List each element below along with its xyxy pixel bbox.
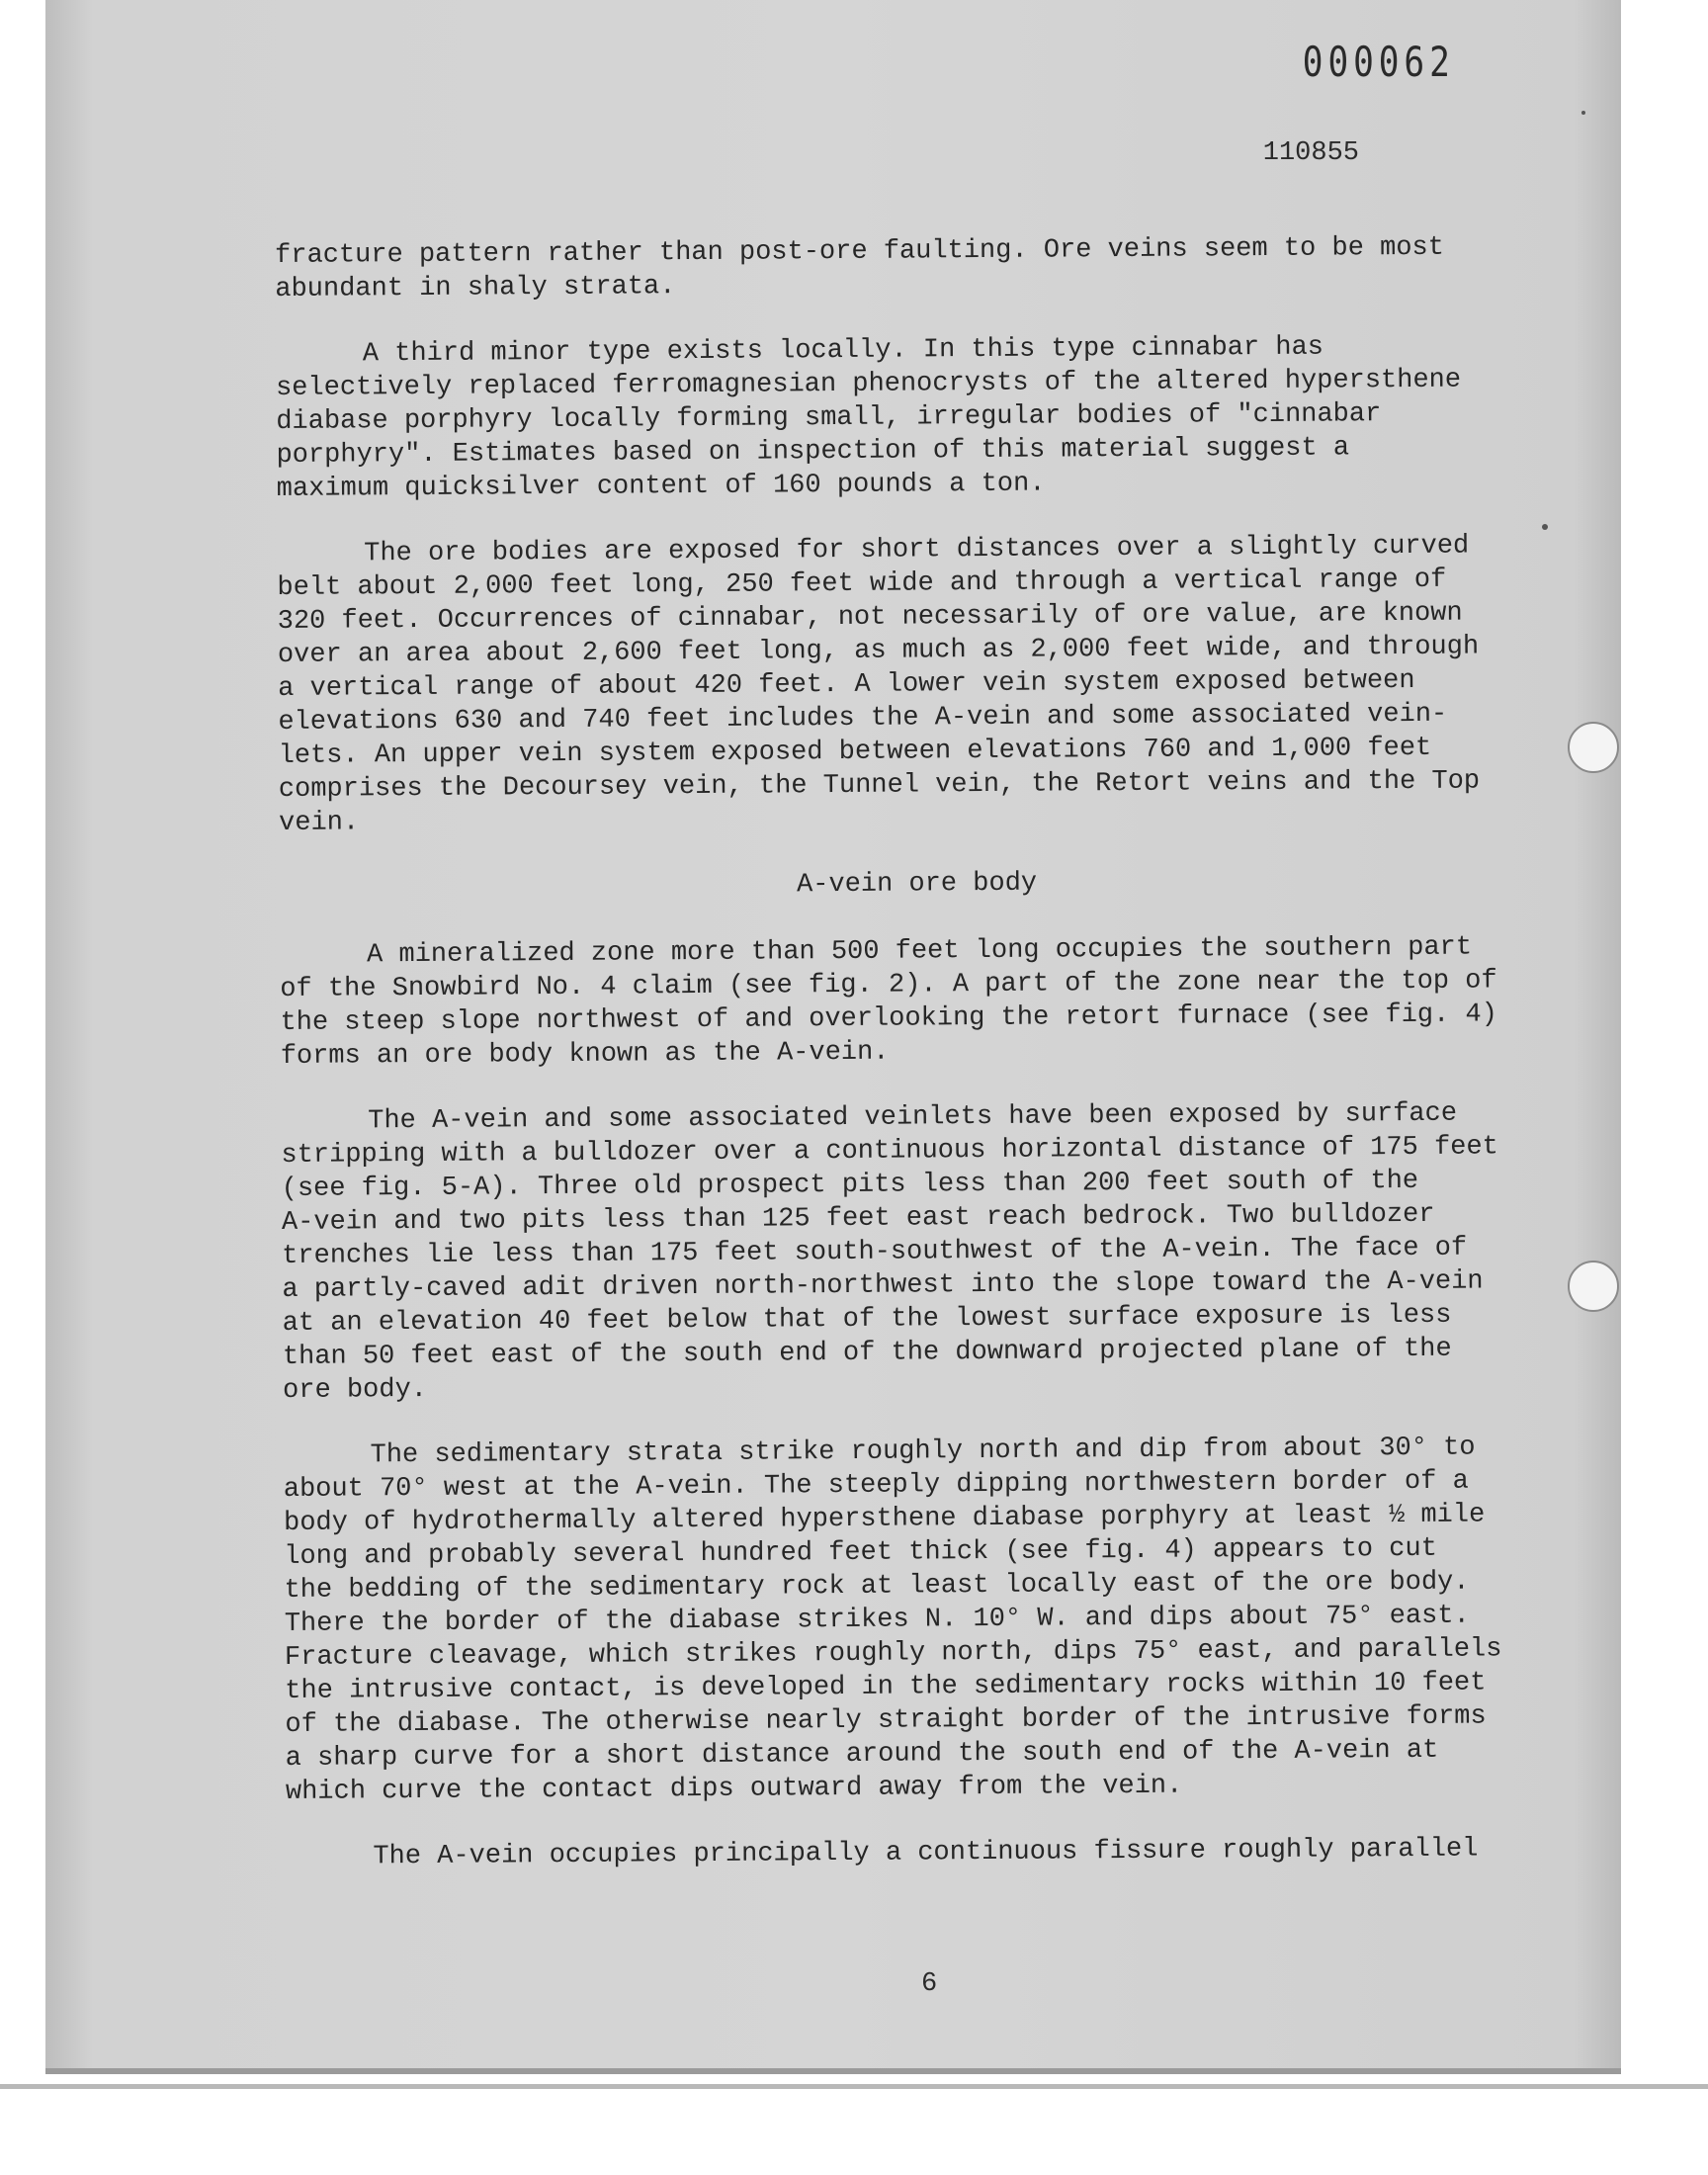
- reference-number: 110855: [1262, 138, 1359, 168]
- punch-hole-icon: [1568, 722, 1619, 773]
- paragraph-sedimentary-strata: The sedimentary strata strike roughly north and dip from about 30° to about 70° west at the A-vein. The steeply dipping northwestern border of a body of hydrothermally altered hypersthene diabase porphyry at least ½ mile long and probably several hundred feet thick (see fig. 4) appears to cut the bedding of the sedimentary rock at least locally east of the ore body. There the border of the diabase strikes N. 10° W. and dips about 75° east. Fracture cleavage, which strikes roughly north, dips 75° east, and parallels the intrusive contact, is developed in the sedimentary rocks within 10 feet of the diabase. The otherwise nearly straight border of the intrusive forms a sharp curve for a short distance around the south end of the A-vein at which curve the contact dips outward away from the vein.: [283, 1433, 1502, 1807]
- document-body: [275, 230, 1562, 1906]
- scanner-edge-line: [0, 2084, 1708, 2089]
- paper-sheet: [45, 0, 1621, 2074]
- bates-number: 000062: [1303, 38, 1455, 86]
- paragraph-third-type: A third minor type exists locally. In this type cinnabar has selectively replaced ferromagnesian phenocrysts of the altered hypersthene diabase porphyry locally forming small, irregular bodies of "cinnabar porphyry". Estimates based on inspection of this material suggest a maximum quicksilver content of 160 pounds a ton.: [275, 332, 1462, 504]
- scan-speck-icon: [1581, 111, 1585, 115]
- page-number: 6: [921, 1969, 938, 1999]
- paragraph-mineralized-zone: A mineralized zone more than 500 feet long occupies the southern part of the Snowbird No. 4 claim (see fig. 2). A part of the zone near the top of the steep slope northwest of and overlooking the retort furnace (see fig. 4) forms an ore body known as the A-vein.: [280, 932, 1498, 1072]
- scan-speck-icon: [1542, 524, 1548, 530]
- paragraph-a-vein-fissure: The A-vein occupies principally a continuous fissure roughly parallel: [373, 1834, 1479, 1872]
- paragraph-a-vein-exposure: The A-vein and some associated veinlets have been exposed by surface stripping with a bulldozer over a continuous horizontal distance of 175 feet (see fig. 5-A). Three old prospect pits less than 200 feet south of the A-vein and two pits less than 125 feet east reach bedrock. Two bulldozer trenches lie less than 175 feet south-southwest of the A-vein. The face of a partly-caved adit driven north-northwest into the slope toward the A-vein at an elevation 40 feet below that of the lowest surface exposure is less than 50 feet east of the south end of the downward projected plane of the ore body.: [281, 1098, 1498, 1406]
- paragraph-ore-bodies: The ore bodies are exposed for short distances over a slightly curved belt about 2,000 feet long, 250 feet wide and through a vertical range of 320 feet. Occurrences of cinnabar, not necessarily of ore value, are known over an area about 2,600 feet long, as much as 2,000 feet wide, and through a vertical range of about 420 feet. A lower vein system exposed between elevations 630 and 740 feet includes the A-vein and some associated vein- lets. An upper vein system exposed between elevations 760 and 1,000 feet comprises the Decoursey vein, the Tunnel vein, the Retort veins and the Top vein.: [277, 531, 1481, 838]
- section-heading: A-vein ore body: [796, 868, 1038, 901]
- paragraph-continuation: fracture pattern rather than post-ore faulting. Ore veins seem to be most abundant in shaly strata.: [275, 232, 1444, 304]
- punch-hole-icon: [1568, 1261, 1619, 1312]
